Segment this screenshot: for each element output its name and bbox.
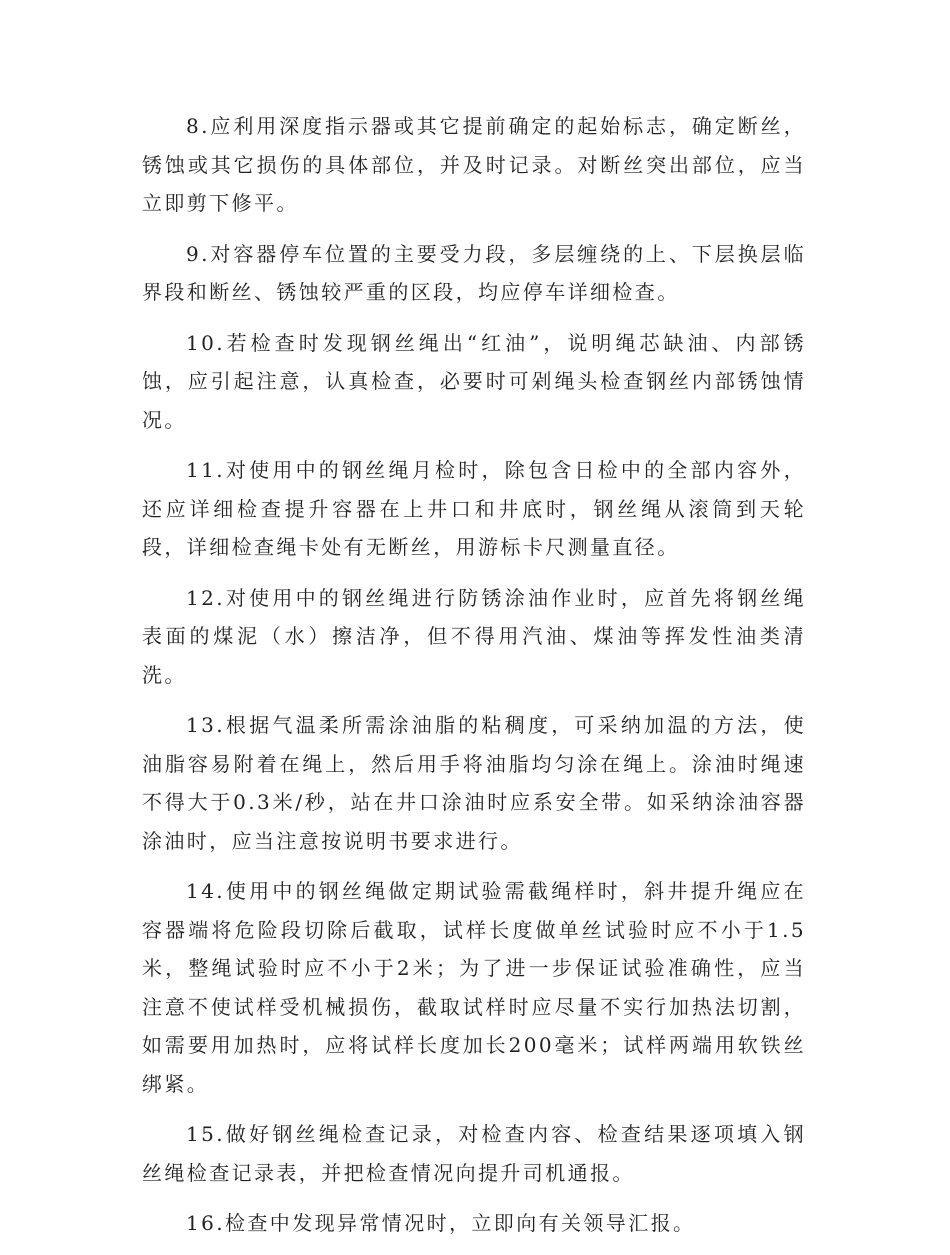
paragraph-11: 11.对使用中的钢丝绳月检时，除包含日检中的全部内容外，还应详细检查提升容器在上井口和井底时，钢丝绳从滚筒到天轮段，详细检查绳卡处有无断丝，用游标卡尺测量直径。 bbox=[142, 458, 806, 559]
paragraph-8: 8.应利用深度指示器或其它提前确定的起始标志，确定断丝，锈蚀或其它损伤的具体部位，并及时记录。对断丝突出部位，应当立即剪下修平。 bbox=[142, 114, 806, 215]
paragraph-14: 14.使用中的钢丝绳做定期试验需截绳样时，斜井提升绳应在容器端将危险段切除后截取，试样长度做单丝试验时应不小于1.5米，整绳试验时应不小于2米；为了进一步保证试验准确性，应当注意不使试样受机械损伤，截取试样时应尽量不实行加热法切割，如需要用加热时，应将试样长度加长200毫米；试样两端用软铁丝绑紧。 bbox=[142, 879, 806, 1096]
paragraph-13: 13.根据气温柔所需涂油脂的粘稠度，可采纳加温的方法，使油脂容易附着在绳上，然后用手将油脂均匀涂在绳上。涂油时绳速不得大于0.3米/秒，站在井口涂油时应系安全带。如采纳涂油容器涂油时，应当注意按说明书要求进行。 bbox=[142, 713, 806, 853]
paragraph-9: 9.对容器停车位置的主要受力段，多层缠绕的上、下层换层临界段和断丝、锈蚀较严重的区段，均应停车详细检查。 bbox=[142, 241, 806, 304]
paragraph-12: 12.对使用中的钢丝绳进行防锈涂油作业时，应首先将钢丝绳表面的煤泥（水）擦洁净，但不得用汽油、煤油等挥发性油类清洗。 bbox=[142, 585, 806, 687]
paragraph-16: 16.检查中发现异常情况时，立即向有关领导汇报。 bbox=[186, 1211, 696, 1235]
document-body bbox=[142, 107, 806, 1255]
paragraph-10: 10.若检查时发现钢丝绳出“红油”，说明绳芯缺油、内部锈蚀，应引起注意，认真检查，必要时可剁绳头检查钢丝内部锈蚀情况。 bbox=[142, 330, 806, 432]
paragraph-15: 15.做好钢丝绳检查记录，对检查内容、检查结果逐项填入钢丝绳检查记录表，并把检查情况向提升司机通报。 bbox=[142, 1122, 806, 1185]
